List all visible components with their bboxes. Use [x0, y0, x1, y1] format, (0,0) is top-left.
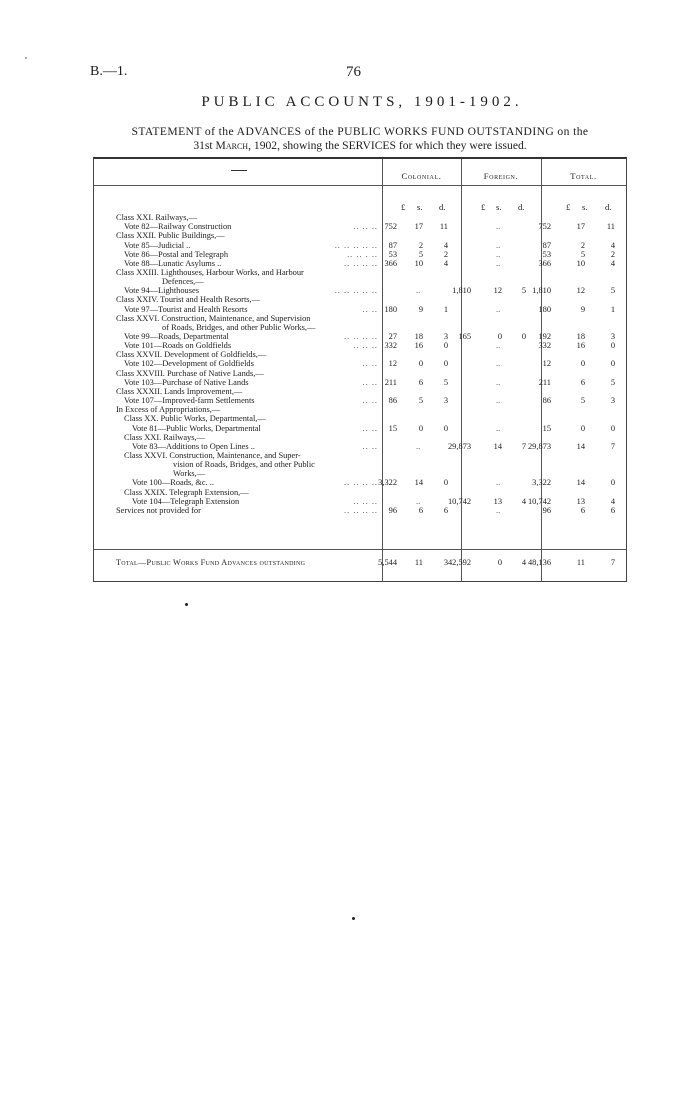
section-heading: Class XX. Public Works, Departmental,—	[124, 414, 266, 424]
total-pounds: 29,873	[527, 441, 551, 451]
statement-line-2	[92, 139, 628, 153]
colonial-pence: 3	[443, 331, 448, 341]
section-heading: Class XXIX. Telegraph Extension,—	[124, 487, 249, 497]
total-pence: 0	[610, 478, 615, 488]
leader-dots: .. .. .. ..	[343, 258, 378, 268]
unit-pence: d.	[439, 202, 446, 212]
row-label: Vote 88—Lunatic Asylums ..	[124, 258, 222, 268]
colonial-shillings: 5	[418, 396, 423, 405]
statement-heading	[92, 125, 628, 153]
total-pounds: 211	[538, 377, 551, 387]
total-pounds: 87	[542, 240, 551, 250]
total-pence: 11	[606, 222, 615, 232]
section-heading: Class XXXII. Lands Improvement,—	[116, 386, 243, 396]
total-row	[94, 558, 626, 568]
section-heading: Defences,—	[162, 277, 204, 286]
colonial-pounds: 53	[388, 249, 397, 259]
total-pence: 0	[610, 423, 615, 433]
colonial-pence: 2	[443, 249, 448, 259]
total-shillings: 0	[580, 359, 585, 369]
statement-date-month: March	[215, 139, 249, 152]
total-total-pounds: 48,136	[527, 558, 551, 567]
total-pence: 4	[610, 496, 615, 506]
total-pounds: 15	[542, 423, 551, 433]
unit-pounds: £	[481, 202, 486, 212]
colonial-shillings: 14	[414, 478, 423, 488]
leader-dots: .. ..	[362, 304, 378, 314]
colonial-pounds: 366	[384, 258, 397, 268]
section-heading: Class XXI. Railways,—	[124, 432, 205, 442]
section-heading: of Roads, Bridges, and other Public Works,—	[162, 322, 316, 332]
colonial-shillings: 5	[418, 249, 423, 259]
total-shillings: 17	[576, 222, 585, 232]
section-heading: Class XXIII. Lighthouses, Harbour Works, and Harbour	[116, 267, 304, 277]
total-colonial-shillings: 11	[414, 558, 423, 567]
total-pounds: 12	[542, 359, 551, 369]
foreign-nil-marker: ..	[496, 304, 501, 314]
section-heading: Class XXII. Public Buildings,—	[116, 231, 225, 241]
row-label: Vote 103—Purchase of Native Lands	[124, 377, 249, 387]
section-heading: Class XXI. Railways,—	[116, 213, 197, 222]
foreign-shillings: 14	[493, 441, 502, 451]
total-pounds: 53	[542, 249, 551, 259]
total-pounds: 1,810	[532, 286, 551, 296]
section-heading: Class XXVI. Construction, Maintenance, and Super-	[124, 450, 301, 460]
total-shillings: 5	[580, 249, 585, 259]
colonial-pounds: 15	[388, 423, 397, 433]
foreign-pence: 7	[521, 441, 526, 451]
total-pounds: 96	[542, 505, 551, 515]
colonial-shillings: 2	[418, 240, 423, 250]
unit-shillings: s.	[582, 202, 588, 212]
total-shillings: 14	[576, 478, 585, 488]
total-pence: 5	[610, 377, 615, 387]
foreign-pence: 4	[521, 496, 526, 506]
column-header-total: Total.	[570, 171, 597, 181]
total-shillings: 16	[576, 341, 585, 351]
ink-speck	[25, 57, 27, 59]
total-total-shillings: 11	[576, 558, 585, 567]
total-pounds: 10,742	[527, 496, 551, 506]
total-pence: 0	[610, 341, 615, 351]
colonial-pounds: 12	[388, 359, 397, 369]
colonial-pence: 11	[439, 222, 448, 232]
section-heading: Class XXVI. Construction, Maintenance, and Supervision	[116, 313, 311, 323]
colonial-pounds: 96	[388, 505, 397, 515]
row-label: Vote 83—Additions to Open Lines ..	[132, 441, 255, 451]
total-shillings: 9	[580, 304, 585, 314]
row-label: Vote 104—Telegraph Extension	[132, 496, 240, 506]
colonial-pence: 0	[443, 341, 448, 351]
unit-pounds: £	[401, 202, 406, 212]
total-shillings: 14	[576, 441, 585, 451]
page-number: 76	[346, 64, 361, 80]
total-shillings: 18	[576, 331, 585, 341]
foreign-nil-marker: ..	[496, 240, 501, 250]
page-header-code: B.—1.	[90, 64, 128, 79]
leader-dots: .. .. ..	[353, 496, 378, 506]
colonial-shillings: 0	[418, 359, 423, 369]
statement-line-1: STATEMENT of the ADVANCES of the PUBLIC WORKS FUND OUTSTANDING on the	[131, 125, 589, 138]
colonial-nil-marker: ..	[416, 496, 421, 506]
leader-dots: .. ..	[362, 441, 378, 451]
table-row	[94, 506, 626, 516]
leader-dots: .. .. .. ..	[343, 331, 378, 341]
leader-dots: .. ..	[362, 396, 378, 405]
advances-table	[93, 157, 627, 582]
section-heading: Class XXIV. Tourist and Health Resorts,—	[116, 295, 261, 305]
unit-pence: d.	[518, 202, 525, 212]
total-shillings: 0	[580, 423, 585, 433]
colonial-pounds: 180	[384, 304, 397, 314]
leader-dots: .. .. . ..	[347, 249, 378, 259]
colonial-pence: 0	[443, 478, 448, 488]
row-label: Vote 99—Roads, Departmental	[124, 331, 229, 341]
colonial-shillings: 0	[418, 423, 423, 433]
leader-dots: .. .. .. ..	[343, 505, 378, 515]
foreign-nil-marker: ..	[496, 359, 501, 369]
foreign-shillings: 12	[493, 286, 502, 296]
total-pounds: 366	[538, 258, 551, 268]
header-dash	[231, 170, 247, 171]
colonial-pence: 4	[443, 258, 448, 268]
foreign-nil-marker: ..	[496, 249, 501, 259]
colonial-pounds: 752	[384, 222, 397, 232]
leader-dots: .. ..	[362, 377, 378, 387]
total-colonial-pence: 3	[443, 558, 448, 567]
leader-dots: .. .. .. .. ..	[334, 240, 378, 250]
unit-pounds: £	[566, 202, 571, 212]
colonial-pence: 6	[443, 505, 448, 515]
section-heading: In Excess of Appropriations,—	[116, 405, 221, 415]
row-label: Services not provided for	[116, 505, 201, 515]
total-foreign-pence: 4	[521, 558, 526, 567]
colonial-nil-marker: ..	[416, 286, 421, 296]
total-pounds: 332	[538, 341, 551, 351]
foreign-nil-marker: ..	[496, 478, 501, 488]
colonial-pence: 3	[443, 396, 448, 405]
colonial-shillings: 6	[418, 377, 423, 387]
total-pence: 3	[610, 396, 615, 405]
row-label: Vote 102—Development of Goldfields	[124, 359, 254, 369]
colonial-pounds: 332	[384, 341, 397, 351]
total-shillings: 6	[580, 505, 585, 515]
foreign-nil-marker: ..	[496, 222, 501, 232]
row-label: Vote 107—Improved-farm Settlements	[124, 396, 255, 405]
total-total-pence: 7	[610, 558, 615, 567]
leader-dots: .. ..	[362, 359, 378, 369]
total-colonial-pounds: 5,544	[378, 558, 397, 567]
foreign-nil-marker: ..	[496, 396, 501, 405]
unit-pence: d.	[605, 202, 612, 212]
total-shillings: 2	[580, 240, 585, 250]
foreign-shillings: 0	[497, 331, 502, 341]
total-label: Total—Public Works Fund Advances outstanding	[116, 558, 306, 567]
foreign-nil-marker: ..	[496, 505, 501, 515]
row-label: Vote 85—Judicial ..	[124, 240, 191, 250]
total-pence: 3	[610, 331, 615, 341]
total-pounds: 192	[538, 331, 551, 341]
foreign-nil-marker: ..	[496, 423, 501, 433]
total-pence: 2	[610, 249, 615, 259]
total-shillings: 5	[580, 396, 585, 405]
row-label: Vote 94—Lighthouses	[124, 286, 199, 296]
ink-speck	[352, 917, 355, 920]
colonial-shillings: 17	[414, 222, 423, 232]
leader-dots: .. .. ..	[353, 341, 378, 351]
total-pence: 7	[610, 441, 615, 451]
colonial-shillings: 16	[414, 341, 423, 351]
foreign-pence: 0	[521, 331, 526, 341]
total-pence: 6	[610, 505, 615, 515]
unit-shillings: s.	[496, 202, 502, 212]
colonial-pence: 0	[443, 423, 448, 433]
section-heading: vision of Roads, Bridges, and other Public	[173, 460, 315, 470]
total-foreign-shillings: 0	[497, 558, 502, 567]
total-pence: 0	[610, 359, 615, 369]
colonial-shillings: 9	[418, 304, 423, 314]
colonial-shillings: 10	[414, 258, 423, 268]
page-title: PUBLIC ACCOUNTS, 1901-1902.	[201, 94, 523, 110]
leader-dots: .. .. .. ..	[343, 478, 378, 488]
leader-dots: .. .. ..	[353, 222, 378, 232]
leader-dots: .. .. .. .. ..	[334, 286, 378, 296]
section-heading: Works,—	[173, 469, 206, 479]
total-shillings: 10	[576, 258, 585, 268]
total-pence: 1	[610, 304, 615, 314]
leader-dots: .. ..	[362, 423, 378, 433]
colonial-shillings: 6	[418, 505, 423, 515]
section-heading: Class XXVII. Development of Goldfields,—	[116, 350, 267, 360]
unit-shillings: s.	[417, 202, 423, 212]
total-pence: 4	[610, 240, 615, 250]
total-pence: 5	[610, 286, 615, 296]
statement-line-2-rest: , 1902, showing the SERVICES for which they were issued.	[248, 139, 527, 152]
foreign-pounds: 29,873	[447, 441, 471, 451]
total-shillings: 12	[576, 286, 585, 296]
foreign-pence: 5	[521, 286, 526, 296]
total-shillings: 13	[576, 496, 585, 506]
total-pounds: 180	[538, 304, 551, 314]
section-heading: Class XXVIII. Purchase of Native Lands,—	[116, 368, 264, 378]
colonial-pounds: 27	[388, 331, 397, 341]
row-label: Vote 97—Tourist and Health Resorts	[124, 304, 248, 314]
foreign-shillings: 13	[493, 496, 502, 506]
column-header-foreign: Foreign.	[483, 171, 519, 181]
total-pounds: 752	[538, 222, 551, 232]
foreign-nil-marker: ..	[496, 377, 501, 387]
colonial-pence: 0	[443, 359, 448, 369]
colonial-shillings: 18	[414, 331, 423, 341]
total-pounds: 3,322	[532, 478, 551, 488]
row-label: Vote 86—Postal and Telegraph	[124, 249, 229, 259]
colonial-pence: 1	[443, 304, 448, 314]
foreign-nil-marker: ..	[496, 258, 501, 268]
column-header-colonial: Colonial.	[401, 171, 442, 181]
statement-date-day: 31st	[193, 139, 216, 152]
total-foreign-pounds: 42,592	[447, 558, 471, 567]
colonial-pounds: 3,322	[378, 478, 397, 488]
total-shillings: 6	[580, 377, 585, 387]
row-label: Vote 101—Roads on Goldfields	[124, 341, 232, 351]
foreign-pounds: 1,810	[452, 286, 471, 296]
row-label: Vote 81—Public Works, Departmental	[132, 423, 261, 433]
total-rule	[94, 549, 626, 550]
row-label: Vote 82—Railway Construction	[124, 222, 232, 232]
colonial-pence: 5	[443, 377, 448, 387]
colonial-pounds: 87	[388, 240, 397, 250]
total-pounds: 86	[542, 396, 551, 405]
total-pence: 4	[610, 258, 615, 268]
colonial-pounds: 211	[384, 377, 397, 387]
header-rule	[94, 185, 626, 186]
colonial-nil-marker: ..	[416, 441, 421, 451]
colonial-pence: 4	[443, 240, 448, 250]
row-label: Vote 100—Roads, &c. ..	[132, 478, 214, 488]
colonial-pounds: 86	[388, 396, 397, 405]
foreign-pounds: 165	[458, 331, 471, 341]
foreign-pounds: 10,742	[447, 496, 471, 506]
ink-speck	[185, 603, 188, 606]
foreign-nil-marker: ..	[496, 341, 501, 351]
